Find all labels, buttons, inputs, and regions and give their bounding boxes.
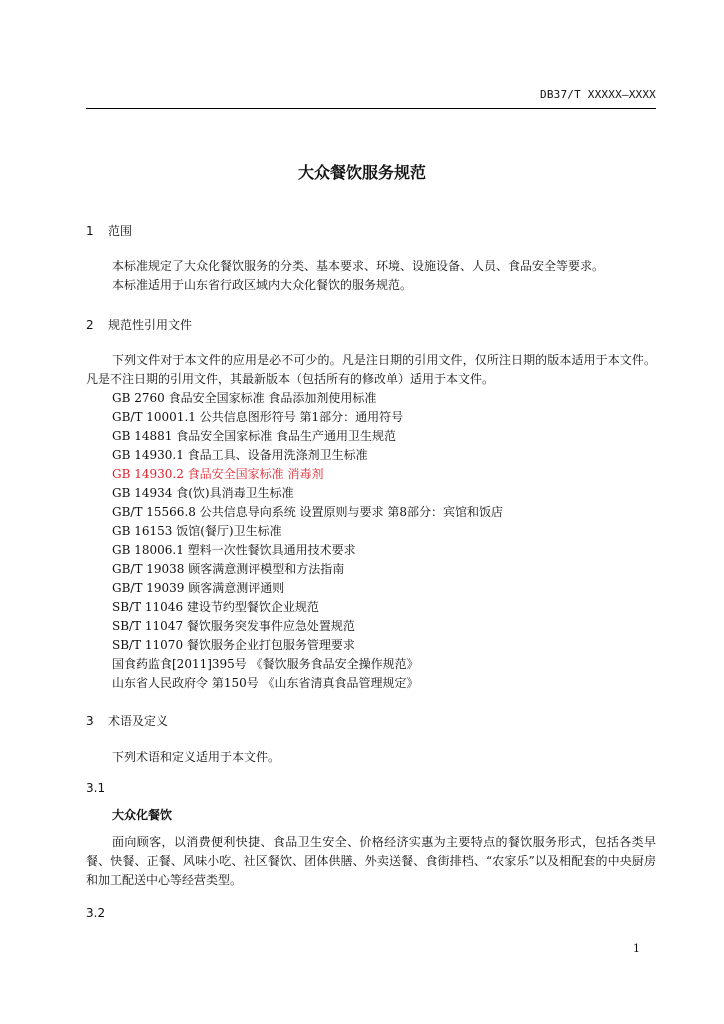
section-3-body	[86, 748, 656, 767]
reference-item: GB/T 19039 顾客满意测评通则	[112, 581, 285, 595]
section-2	[86, 316, 656, 333]
header-rule	[86, 108, 656, 109]
paragraph: 面向顾客，以消费便利快捷、食品卫生安全、价格经济实惠为主要特点的餐饮服务形式，包括各类早餐、快餐、正餐、风味小吃、社区餐饮、团体供膳、外卖送餐、食街排档、“农家乐”以及相配套的中央厨房和加工配送中心等经营类型。	[86, 835, 656, 887]
section-heading	[86, 222, 656, 239]
clause-3-2	[86, 906, 656, 920]
paragraph: 下列术语和定义适用于本文件。	[112, 750, 281, 764]
reference-item: SB/T 11070 餐饮服务企业打包服务管理要求	[112, 638, 355, 652]
section-3	[86, 712, 656, 729]
section-number: 3	[86, 714, 94, 728]
reference-item: SB/T 11046 建设节约型餐饮企业规范	[112, 600, 319, 614]
term-name: 大众化餐饮	[112, 808, 173, 822]
term-definition	[86, 833, 656, 890]
reference-item: SB/T 11047 餐饮服务突发事件应急处置规范	[112, 619, 355, 633]
reference-item: GB 18006.1 塑料一次性餐饮具通用技术要求	[112, 543, 356, 557]
section-number: 2	[86, 318, 94, 332]
clause-number: 3.2	[86, 906, 106, 920]
paragraph: 本标准适用于山东省行政区域内大众化餐饮的服务规范。	[112, 278, 413, 292]
page-number: 1	[633, 942, 640, 955]
section-1	[86, 222, 656, 239]
reference-item: GB 14930.1 食品工具、设备用洗涤剂卫生标准	[112, 448, 368, 462]
paragraph: 下列文件对于本文件的应用是必不可少的。凡是注日期的引用文件，仅所注日期的版本适用于本文件。凡是不注日期的引用文件，其最新版本（包括所有的修改单）适用于本文件。	[86, 353, 656, 386]
reference-item: GB 2760 食品安全国家标准 食品添加剂使用标准	[112, 391, 377, 405]
section-1-body	[86, 257, 656, 295]
reference-item: GB 14930.2 食品安全国家标准 消毒剂	[112, 467, 324, 481]
section-heading	[86, 316, 656, 333]
document-code: DB37/T XXXXX—XXXX	[540, 88, 656, 101]
reference-item: 山东省人民政府令 第150号 《山东省清真食品管理规定》	[112, 676, 419, 690]
clause-3-1	[86, 781, 656, 795]
reference-item: GB 16153 饭馆(餐厅)卫生标准	[112, 524, 282, 538]
reference-item: GB/T 10001.1 公共信息图形符号 第1部分：通用符号	[112, 410, 404, 424]
section-2-body	[86, 351, 656, 693]
section-number: 1	[86, 224, 94, 238]
section-title: 术语及定义	[108, 714, 169, 728]
paragraph: 本标准规定了大众化餐饮服务的分类、基本要求、环境、设施设备、人员、食品安全等要求。	[112, 259, 605, 273]
document-title: 大众餐饮服务规范	[297, 163, 426, 182]
section-title: 规范性引用文件	[108, 318, 193, 332]
section-heading	[86, 712, 656, 729]
section-title: 范围	[108, 224, 133, 238]
term-entry	[86, 806, 656, 823]
reference-item: GB 14881 食品安全国家标准 食品生产通用卫生规范	[112, 429, 397, 443]
clause-number: 3.1	[86, 781, 106, 795]
reference-list	[86, 389, 656, 693]
reference-item: GB 14934 食(饮)具消毒卫生标准	[112, 486, 294, 500]
reference-item: GB/T 19038 顾客满意测评模型和方法指南	[112, 562, 345, 576]
reference-item: 国食药监食[2011]395号 《餐饮服务食品安全操作规范》	[112, 657, 419, 671]
reference-item: GB/T 15566.8 公共信息导向系统 设置原则与要求 第8部分：宾馆和饭店	[112, 505, 503, 519]
